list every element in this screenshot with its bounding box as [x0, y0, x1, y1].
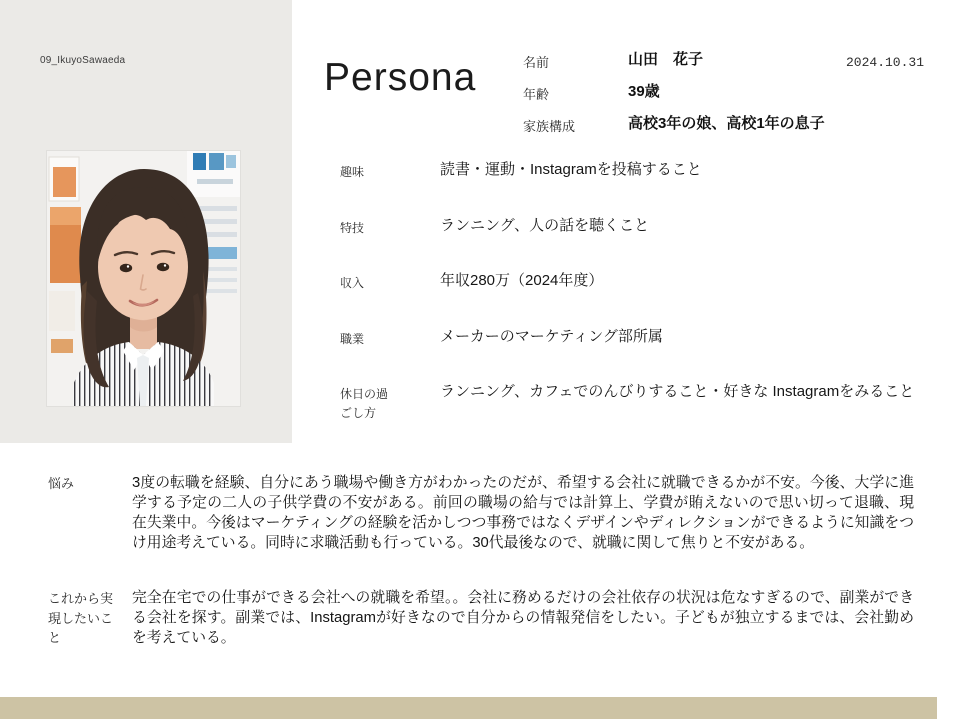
holiday-value: ランニング、カフェでのんびりすること・好きな Instagramをみること	[440, 383, 915, 401]
goals-label	[48, 588, 132, 648]
name-value: 山田 花子	[628, 51, 704, 68]
worries-text: 3度の転職を経験、自分にあう職場や働き方がわかったのだが、希望する会社に就職できるかが不安。今後、大学に進学する予定の二人の子供学費の不安がある。前回の職場の給与では計算上、学費が賄えないので思い切って退職、現在失業中。今後はマーケティングの経験を活かしつつ事務ではなくデザインやディレクションができるように知識をつけ用途考えている。同時に求職活動も行っている。30代最後なので、就職に関して焦りと不安がある。	[132, 475, 914, 551]
age-value: 39歳	[628, 83, 660, 100]
date-label: 2024.10.31	[846, 55, 925, 70]
holiday-label	[340, 382, 440, 422]
age-label: 年齢	[523, 87, 550, 102]
portrait-illustration	[47, 151, 240, 406]
detail-row-skill	[340, 216, 940, 238]
section-worries	[48, 473, 914, 553]
skill-label: 特技	[340, 220, 365, 235]
document-id: 09_IkuyoSawaeda	[40, 55, 126, 66]
profile-row-name	[523, 50, 933, 71]
job-value: メーカーのマーケティング部所属	[440, 327, 663, 345]
family-value: 高校3年の娘、高校1年の息子	[628, 115, 825, 132]
hobby-label: 趣味	[340, 165, 365, 179]
name-label: 名前	[523, 55, 550, 70]
detail-row-job	[340, 327, 940, 349]
family-label: 家族構成	[523, 119, 576, 134]
detail-fields	[340, 160, 940, 457]
bottom-accent-bar	[0, 697, 937, 719]
profile-row-age	[523, 82, 933, 103]
persona-photo	[47, 151, 240, 406]
detail-row-holiday	[340, 382, 940, 422]
holiday-label-text: 休日の過ごし方	[340, 387, 389, 420]
detail-row-hobby	[340, 160, 940, 182]
profile-row-family	[523, 114, 933, 135]
goals-label-text: これから実現したいこと	[48, 591, 114, 645]
hobby-value: 読書・運動・Instagramを投稿すること	[440, 161, 702, 178]
job-label: 職業	[340, 331, 365, 346]
goals-text: 完全在宅での仕事ができる会社への就職を希望。。会社に務めるだけの会社依存の状況は危なすぎるので、副業ができる会社を探す。副業では、Instagramが好きなので自分からの情報発信をしたい。子どもが独立するまでは、会社勤めを考えている。	[132, 590, 914, 646]
section-goals	[48, 588, 914, 648]
profile-fields	[523, 50, 933, 146]
income-label: 収入	[340, 276, 365, 291]
worries-label: 悩み	[48, 476, 75, 491]
detail-row-income	[340, 271, 940, 293]
page-title: Persona	[324, 56, 477, 99]
income-value: 年収280万（2024年度）	[440, 272, 604, 290]
skill-value: ランニング、人の話を聴くこと	[440, 216, 650, 234]
